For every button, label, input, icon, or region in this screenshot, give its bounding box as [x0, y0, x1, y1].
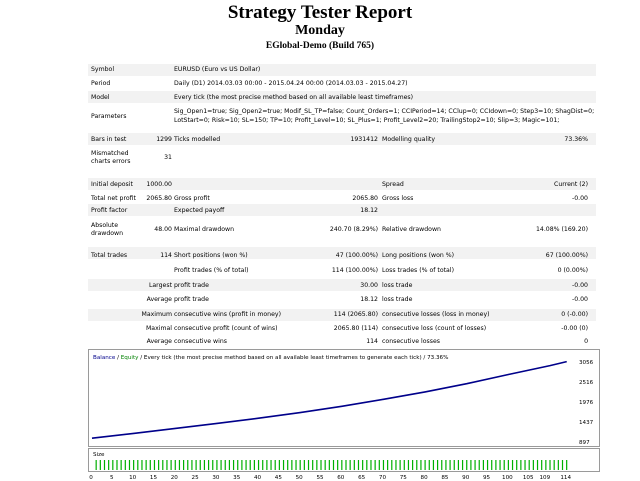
size-bar: [404, 460, 405, 470]
size-bar: [562, 460, 563, 470]
size-bar: [300, 460, 301, 470]
profit-trades-label: Profit trades (% of total): [174, 267, 249, 274]
size-bar: [545, 460, 546, 470]
size-chart-svg: [89, 449, 599, 471]
equity-line: [92, 362, 567, 439]
size-bar: [566, 460, 567, 470]
size-bar: [191, 460, 192, 470]
period-value: Daily (D1) 2014.03.03 00:00 - 2015.04.24 00:00 (2014.03.03 - 2015.04.27): [174, 80, 408, 87]
size-bar: [529, 460, 530, 470]
balance-line: [92, 362, 567, 439]
size-bar: [366, 460, 367, 470]
x-tick-label: 90: [462, 475, 470, 481]
legend-equity: Equity: [120, 355, 139, 361]
parameters-line-1: Sig_Open1=true; Sig_Open2=true; Modif_SL_TP=false; Count_Orders=1; CCIPeriod=14; CClup=0; CCIdown=0; Step3=10; ShagDist=0;: [174, 108, 595, 115]
size-bar: [171, 460, 172, 470]
x-tick-label: 40: [253, 475, 262, 481]
size-bar: [325, 460, 326, 470]
x-tick-label: 55: [316, 475, 324, 481]
chart-legend: [93, 355, 448, 361]
size-bar: [329, 460, 330, 470]
size-bar: [154, 460, 155, 470]
mismatched-label-1: Mismatched: [91, 150, 129, 157]
size-bar: [166, 460, 167, 470]
size-bar: [387, 460, 388, 470]
absolute-drawdown-value: 48.00: [154, 226, 172, 233]
size-bar: [258, 460, 259, 470]
initial-deposit-label: Initial deposit: [91, 181, 133, 188]
size-bar: [150, 460, 151, 470]
gross-loss-value: -0.00: [571, 195, 588, 202]
average-consecutive-wins-label: consecutive wins: [174, 338, 227, 345]
gross-profit-value: 2065.80: [352, 195, 378, 202]
size-bar: [362, 460, 363, 470]
maximal-drawdown-label: Maximal drawdown: [174, 226, 235, 233]
size-bar: [237, 460, 238, 470]
size-bar: [283, 460, 284, 470]
legend-separator: /: [115, 355, 121, 361]
gross-loss-label: Gross loss: [382, 195, 414, 202]
size-bar: [425, 460, 426, 470]
balance-chart-svg: [89, 350, 599, 446]
size-bar: [412, 460, 413, 470]
size-bar: [291, 460, 292, 470]
size-bar: [408, 460, 409, 470]
size-bar: [208, 460, 209, 470]
average-loss-value: -0.00: [571, 296, 588, 303]
x-tick-label: 80: [420, 475, 428, 481]
size-bar: [449, 460, 450, 470]
max-consecutive-losses-value: 0 (-0.00): [561, 311, 588, 318]
x-tick-label: 25: [191, 475, 199, 481]
maximal-drawdown-value: 240.70 (8.29%): [329, 226, 378, 233]
size-bar: [370, 460, 371, 470]
spread-value: Current (2): [554, 181, 588, 188]
x-tick-label: 0: [89, 475, 93, 481]
model-value: Every tick (the most precise method based on all available least timeframes): [174, 94, 414, 101]
size-bar: [270, 460, 271, 470]
size-bars: [96, 460, 568, 470]
size-bar: [383, 460, 384, 470]
size-bar: [341, 460, 342, 470]
size-bar: [241, 460, 242, 470]
size-bar: [129, 460, 130, 470]
size-bar: [266, 460, 267, 470]
spread-label: Spread: [382, 181, 404, 188]
absolute-drawdown-label-2: drawdown: [91, 230, 124, 237]
x-tick-label: 85: [441, 475, 449, 481]
size-bar: [204, 460, 205, 470]
maximal-consecutive-profit-label: consecutive profit (count of wins): [174, 325, 278, 332]
maximal-consecutive-profit-value: 2065.80 (114): [333, 325, 378, 332]
average-profit-label: profit trade: [174, 296, 209, 303]
largest-loss-value: -0.00: [571, 282, 588, 289]
size-bar: [275, 460, 276, 470]
size-bar: [100, 460, 101, 470]
size-bar: [549, 460, 550, 470]
symbol-value: EURUSD (Euro vs US Dollar): [174, 66, 261, 73]
average-consecutive-losses-value: 0: [584, 338, 588, 345]
x-tick-label: 65: [358, 475, 366, 481]
legend-description: / Every tick (the most precise method based on all available least timeframes to generate each tick) / 73.36%: [138, 355, 449, 361]
size-bar: [533, 460, 534, 470]
size-bar: [466, 460, 467, 470]
initial-deposit-value: 1000.00: [146, 181, 172, 188]
ticks-label: Ticks modelled: [174, 136, 221, 143]
size-bar: [225, 460, 226, 470]
size-bar: [395, 460, 396, 470]
largest-profit-value: 30.00: [360, 282, 378, 289]
size-bar: [116, 460, 117, 470]
profit-factor-label: Profit factor: [91, 207, 128, 214]
x-tick-label: 95: [482, 475, 491, 481]
size-bar: [141, 460, 142, 470]
size-bar: [250, 460, 251, 470]
size-bar: [495, 460, 496, 470]
size-bar: [420, 460, 421, 470]
size-bar: [487, 460, 488, 470]
size-bar: [104, 460, 105, 470]
largest-loss-label: loss trade: [382, 282, 413, 289]
largest-profit-label: profit trade: [174, 282, 209, 289]
size-bar: [516, 460, 517, 470]
size-chart: [88, 448, 600, 472]
server-build: EGlobal-Demo (Build 765): [265, 41, 375, 51]
size-bar: [279, 460, 280, 470]
report-subtitle: Monday: [295, 23, 345, 38]
quality-value: 73.36%: [564, 136, 588, 143]
size-bar: [146, 460, 147, 470]
size-bar: [499, 460, 500, 470]
x-tick-label: 15: [149, 475, 158, 481]
size-bar: [458, 460, 459, 470]
maximal-consecutive-loss-label: consecutive loss (count of losses): [382, 325, 487, 332]
relative-drawdown-value: 14.08% (169.20): [535, 226, 588, 233]
parameters-line-2: LotStart=0; Risk=10; SL=150; TP=10; Profit_Level=10; SL_Plus=1; Profit_Level2=20; TrailingStop2=10; Slip=3; Magic=101;: [174, 117, 560, 124]
size-bar: [220, 460, 221, 470]
x-tick-label: 10: [129, 475, 137, 481]
y-tick-label: 1437: [579, 419, 594, 426]
maximal-label: Maximal: [145, 325, 172, 332]
y-tick-label: 2516: [579, 380, 594, 387]
size-bar: [358, 460, 359, 470]
average-loss-label: loss trade: [382, 296, 413, 303]
bars-label: Bars in test: [91, 136, 127, 143]
long-positions-label: Long positions (won %): [382, 252, 455, 259]
size-bar: [179, 460, 180, 470]
size-bar: [416, 460, 417, 470]
size-bar: [379, 460, 380, 470]
size-bar: [287, 460, 288, 470]
size-bar: [520, 460, 521, 470]
size-bar: [537, 460, 538, 470]
size-bar: [195, 460, 196, 470]
size-bar: [133, 460, 134, 470]
short-positions-label: Short positions (won %): [174, 252, 248, 259]
average-label: Average: [146, 296, 172, 303]
size-bar: [524, 460, 525, 470]
x-tick-label: 30: [212, 475, 220, 481]
size-bar: [354, 460, 355, 470]
size-bar: [320, 460, 321, 470]
report-title: Strategy Tester Report: [227, 2, 413, 23]
size-bar: [400, 460, 401, 470]
period-label: Period: [91, 80, 111, 87]
maximum-label: Maximum: [141, 311, 172, 318]
size-bar: [229, 460, 230, 470]
expected-payoff-label: Expected payoff: [174, 207, 225, 214]
size-bar: [462, 460, 463, 470]
max-consecutive-wins-label: consecutive wins (profit in money): [174, 311, 281, 318]
ticks-value: 1931412: [350, 136, 378, 143]
size-bar: [433, 460, 434, 470]
y-axis-ticks: [579, 360, 594, 446]
y-tick-label: 897: [579, 440, 590, 446]
bars-value: 1299: [156, 136, 172, 143]
size-bar: [470, 460, 471, 470]
size-bar: [454, 460, 455, 470]
size-bar: [245, 460, 246, 470]
row-shade: [88, 64, 596, 76]
size-bar: [254, 460, 255, 470]
size-bar: [187, 460, 188, 470]
relative-drawdown-label: Relative drawdown: [382, 226, 441, 233]
average-consecutive-label: Average: [146, 338, 172, 345]
mismatched-value: 31: [164, 154, 172, 161]
size-bar: [554, 460, 555, 470]
size-bar: [479, 460, 480, 470]
y-tick-label: 3056: [579, 360, 594, 366]
max-consecutive-losses-label: consecutive losses (loss in money): [382, 311, 490, 318]
legend-balance: Balance: [93, 355, 116, 361]
x-tick-label: 20: [170, 475, 178, 481]
size-bar: [137, 460, 138, 470]
size-bar: [558, 460, 559, 470]
profit-trades-value: 114 (100.00%): [331, 267, 378, 274]
size-bar: [96, 460, 97, 470]
x-tick-label: 35: [233, 475, 241, 481]
total-trades-label: Total trades: [91, 252, 128, 259]
model-label: Model: [91, 94, 110, 101]
size-bar: [304, 460, 305, 470]
x-tick-label: 105: [522, 475, 534, 481]
loss-trades-value: 0 (0.00%): [557, 267, 588, 274]
average-consecutive-losses-label: consecutive losses: [382, 338, 441, 345]
loss-trades-label: Loss trades (% of total): [382, 267, 454, 274]
size-bar: [541, 460, 542, 470]
y-tick-label: 1976: [579, 400, 594, 407]
maximal-consecutive-loss-value: -0.00 (0): [561, 325, 588, 332]
balance-chart: [88, 349, 600, 447]
size-bar: [295, 460, 296, 470]
parameters-label: Parameters: [91, 113, 127, 120]
size-bar: [483, 460, 484, 470]
size-bar: [429, 460, 430, 470]
x-tick-label: 100: [502, 475, 513, 481]
x-tick-label: 70: [378, 475, 387, 481]
size-bar: [333, 460, 334, 470]
size-bar: [216, 460, 217, 470]
size-bar: [337, 460, 338, 470]
total-trades-value: 114: [160, 252, 172, 259]
x-tick-label: 109: [539, 475, 551, 481]
max-consecutive-wins-value: 114 (2065.80): [333, 311, 378, 318]
average-consecutive-wins-value: 114: [366, 338, 378, 345]
size-bar: [445, 460, 446, 470]
size-bar: [350, 460, 351, 470]
x-tick-label: 5: [110, 475, 114, 481]
size-bar: [441, 460, 442, 470]
size-bar: [175, 460, 176, 470]
size-bar: [212, 460, 213, 470]
net-profit-value: 2065.80: [146, 195, 172, 202]
symbol-label: Symbol: [91, 66, 115, 73]
size-bar: [345, 460, 346, 470]
short-positions-value: 47 (100.00%): [335, 252, 378, 259]
long-positions-value: 67 (100.00%): [545, 252, 588, 259]
size-bar: [158, 460, 159, 470]
size-bar: [491, 460, 492, 470]
size-bar: [508, 460, 509, 470]
size-bar: [504, 460, 505, 470]
size-bar: [121, 460, 122, 470]
size-bar: [437, 460, 438, 470]
size-label: Size: [93, 452, 105, 458]
size-bar: [308, 460, 309, 470]
size-bar: [316, 460, 317, 470]
size-bar: [183, 460, 184, 470]
quality-label: Modelling quality: [382, 136, 435, 143]
gross-profit-label: Gross profit: [174, 195, 210, 202]
size-bar: [312, 460, 313, 470]
x-axis-ticks: [89, 475, 571, 481]
mismatched-label-2: charts errors: [91, 158, 131, 165]
size-bar: [162, 460, 163, 470]
expected-payoff-value: 18.12: [360, 207, 378, 214]
size-bar: [200, 460, 201, 470]
size-bar: [233, 460, 234, 470]
net-profit-label: Total net profit: [91, 195, 136, 202]
x-tick-label: 50: [295, 475, 303, 481]
size-bar: [112, 460, 113, 470]
x-tick-label: 60: [337, 475, 345, 481]
size-bar: [262, 460, 263, 470]
absolute-drawdown-label-1: Absolute: [91, 222, 119, 229]
size-bar: [108, 460, 109, 470]
x-tick-label: 114: [560, 475, 572, 481]
size-bar: [512, 460, 513, 470]
size-bar: [125, 460, 126, 470]
average-profit-value: 18.12: [360, 296, 378, 303]
size-bar: [375, 460, 376, 470]
size-bar: [391, 460, 392, 470]
x-tick-label: 75: [399, 475, 407, 481]
x-tick-label: 45: [274, 475, 282, 481]
largest-label: Largest: [148, 282, 172, 289]
size-bar: [474, 460, 475, 470]
